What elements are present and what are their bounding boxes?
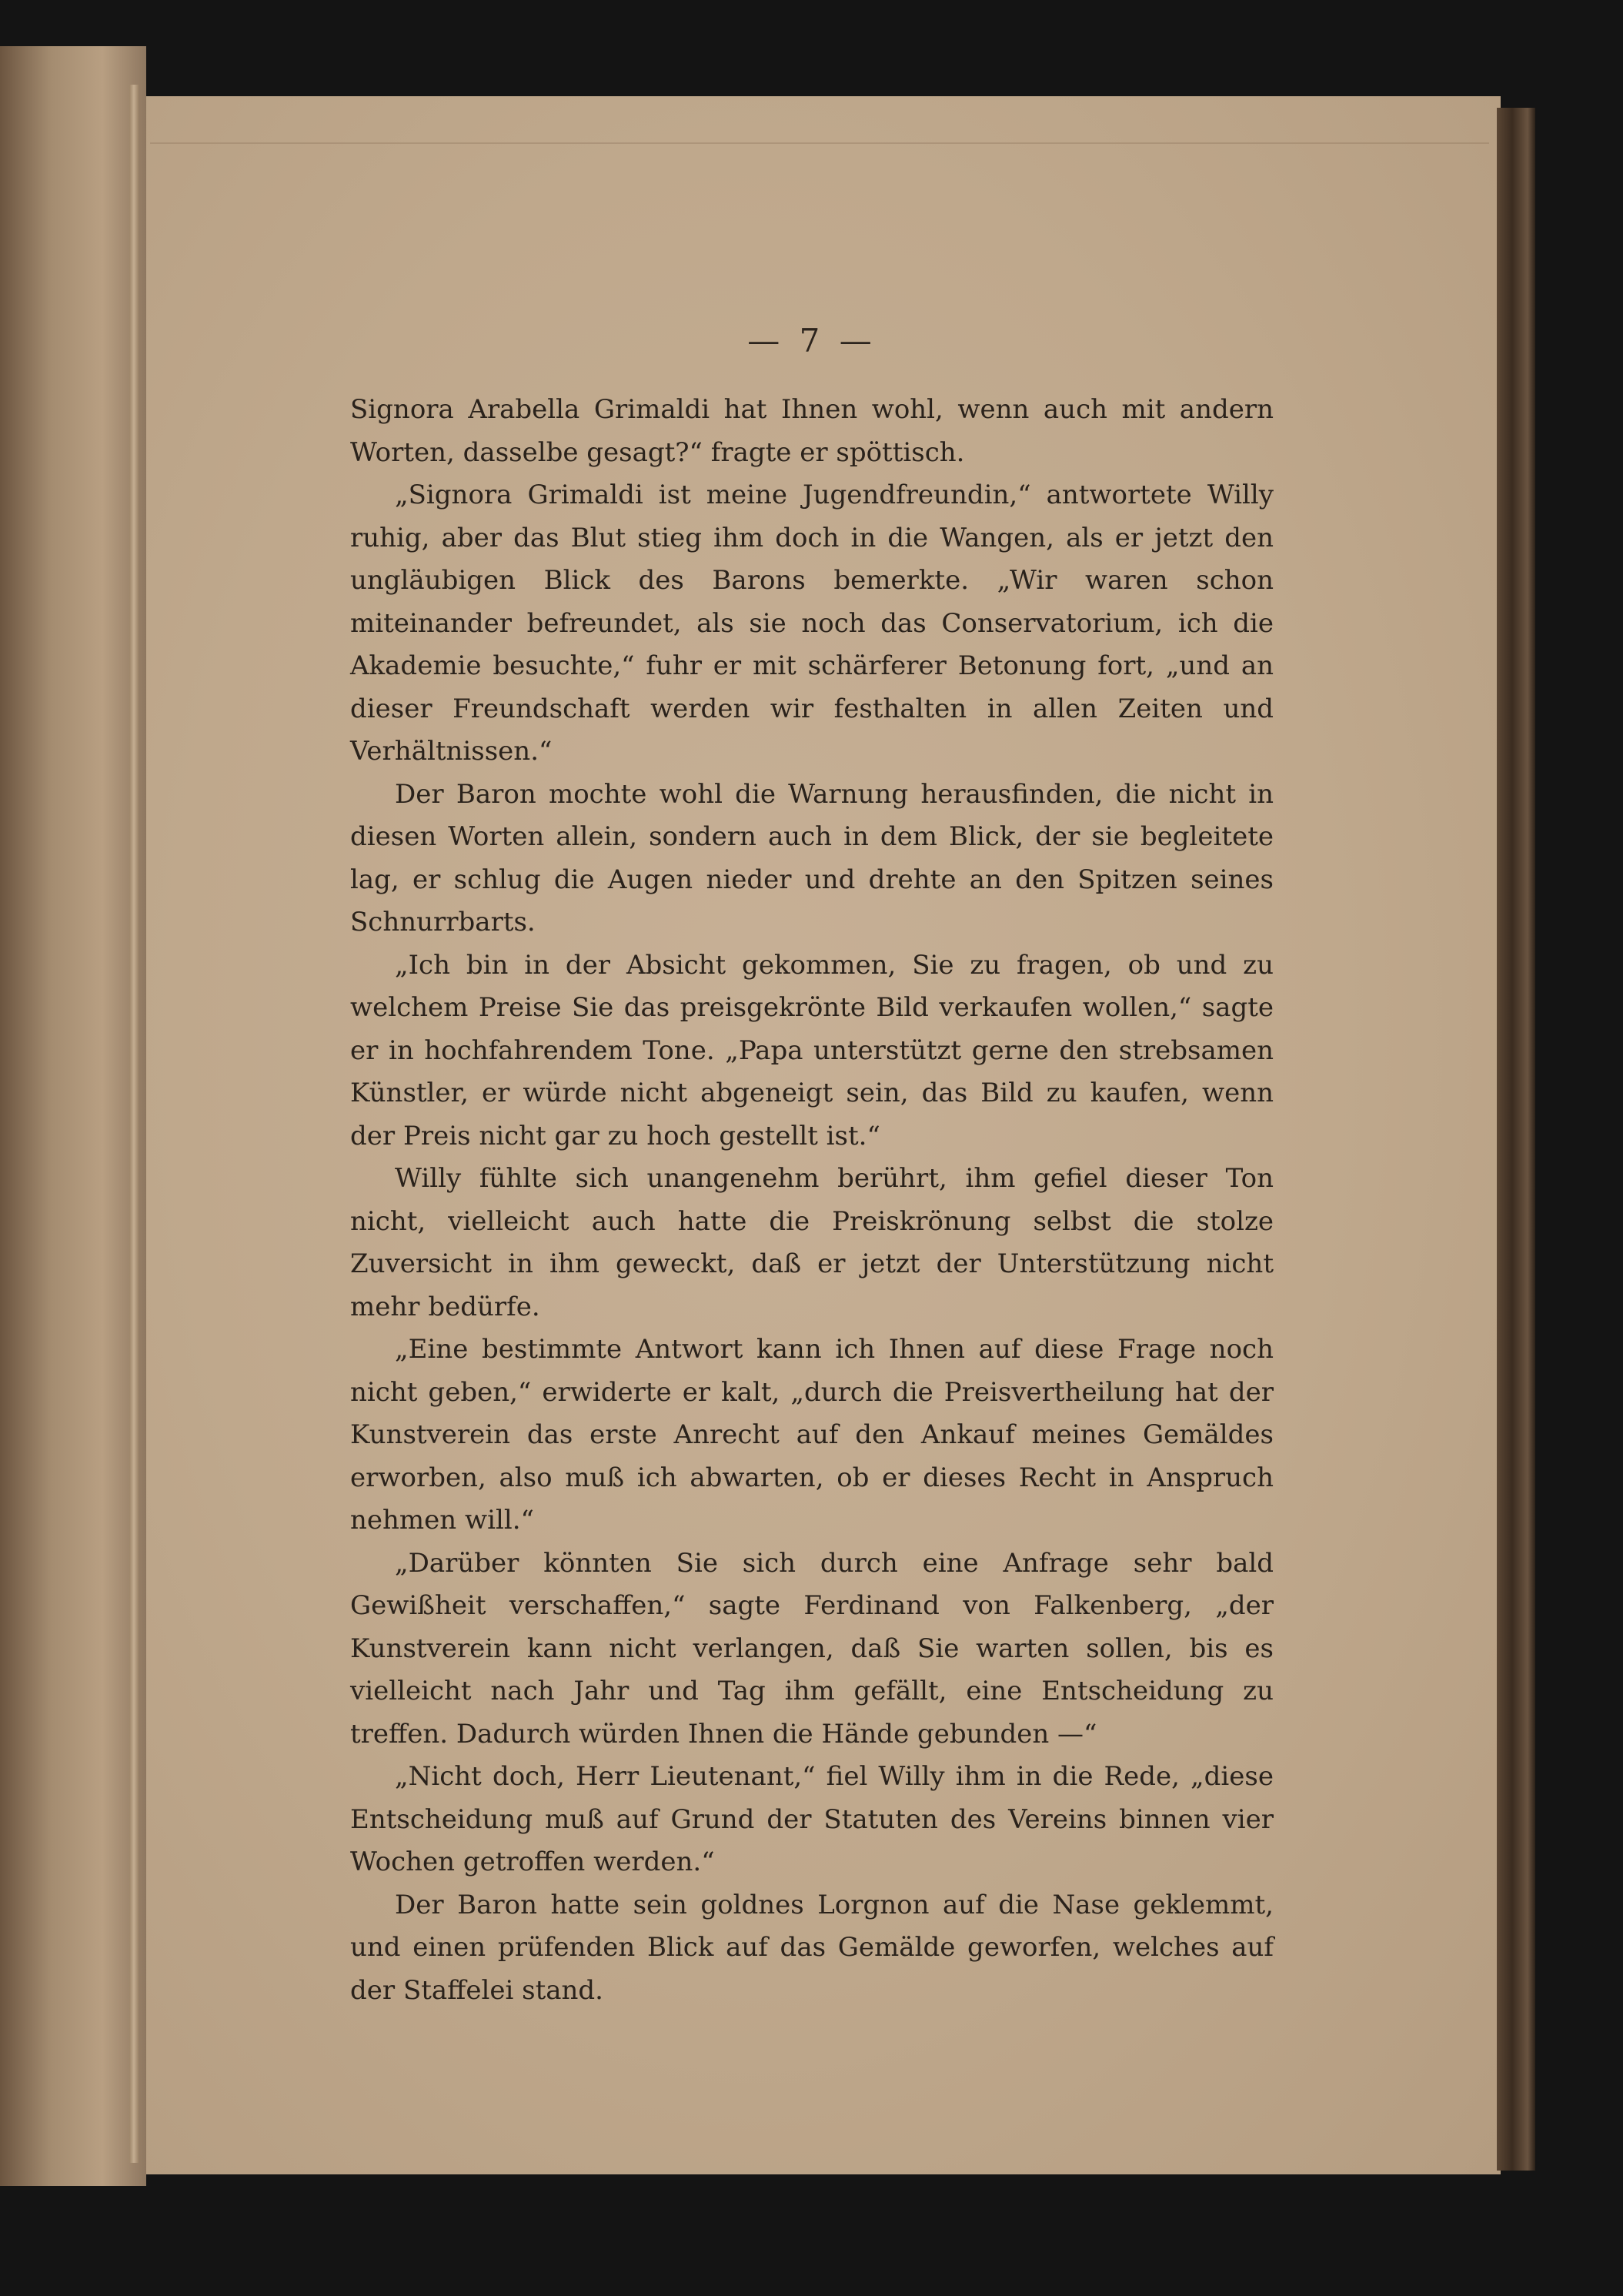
paragraph: „Signora Grimaldi ist meine Jugendfreundin,“ antwortete Willy ruhig, aber das Blut stieg ihm doch in die Wangen, als er jetzt den ungläubigen Blick des Barons bemerkte. „Wir waren schon miteinander befreundet, als sie noch das Conservatorium, ich die Akademie besuchte,“ fuhr er mit schärferer Betonung fort, „und an dieser Freundschaft werden wir festhalten in allen Zeiten und Verhältnissen.“ bbox=[350, 480, 1274, 767]
paragraph: „Eine bestimmte Antwort kann ich Ihnen auf diese Frage noch nicht geben,“ erwiderte er kalt, „durch die Preisvertheilung hat der Kunstverein das erste Anrecht auf den Ankauf meines Gemäldes erworben, also muß ich abwarten, ob er dieses Recht in Anspruch nehmen will.“ bbox=[350, 1334, 1274, 1536]
left-page-edge bbox=[0, 46, 146, 2186]
paragraph: „Nicht doch, Herr Lieutenant,“ fiel Willy ihm in die Rede, „diese Entscheidung muß auf Grund der Statuten des Vereins binnen vier Wochen getroffen werden.“ bbox=[350, 1761, 1274, 1877]
paragraph: Signora Arabella Grimaldi hat Ihnen wohl, wenn auch mit andern Worten, dasselbe gesagt?“ fragte er spöttisch. bbox=[350, 394, 1274, 468]
paragraph: Der Baron hatte sein goldnes Lorgnon auf die Nase geklemmt, und einen prüfenden Blick auf das Gemälde geworfen, welches auf der Staffelei stand. bbox=[350, 1889, 1274, 2006]
paragraph: „Ich bin in der Absicht gekommen, Sie zu fragen, ob und zu welchem Preise Sie das preisgekrönte Bild verkaufen wollen,“ sagte er in hochfahrendem Tone. „Papa unterstützt gerne den strebsamen Künstler, er würde nicht abgeneigt sein, das Bild zu kaufen, wenn der Preis nicht gar zu hoch gestellt ist.“ bbox=[350, 949, 1274, 1151]
paragraph: „Darüber könnten Sie sich durch eine Anfrage sehr bald Gewißheit verschaffen,“ sagte Ferdinand von Falkenberg, „der Kunstverein kann nicht verlangen, daß Sie warten sollen, bis es vielleicht nach Jahr und Tag ihm gefällt, eine Entscheidung zu treffen. Dadurch würden Ihnen die Hände gebunden —“ bbox=[350, 1547, 1274, 1750]
page-body-text bbox=[350, 389, 1274, 2012]
paragraph: Der Baron mochte wohl die Warnung herausfinden, die nicht in diesen Worten allein, sondern auch in dem Blick, der sie begleitete lag, er schlug die Augen nieder und drehte an den Spitzen seines Schnurrbarts. bbox=[350, 778, 1274, 937]
page-top-margin-line bbox=[150, 96, 1489, 144]
page-number-header: — 7 — bbox=[747, 322, 877, 359]
book-cover-edge bbox=[1497, 108, 1535, 2171]
paragraph: Willy fühlte sich unangenehm berührt, ihm gefiel dieser Ton nicht, vielleicht auch hatte die Preiskrönung selbst die stolze Zuversicht in ihm geweckt, daß er jetzt der Unterstützung nicht mehr bedürfe. bbox=[350, 1163, 1274, 1322]
page-gutter bbox=[129, 85, 139, 2163]
